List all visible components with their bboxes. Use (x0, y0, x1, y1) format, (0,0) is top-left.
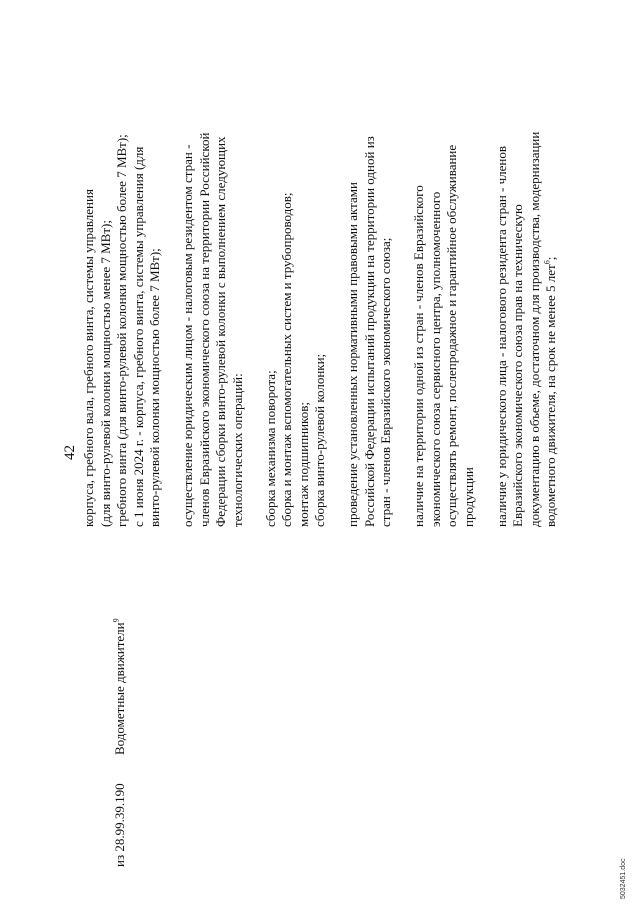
requirement-text: Евразийского экономического союза прав на техническую (510, 204, 525, 527)
requirement-text: винто-рулевой колонки мощностью более 7 МВт); (147, 248, 162, 527)
requirement-text: Федерации сборки винто-рулевой колонки с выполнением следующих (213, 136, 228, 527)
requirement-line (378, 7, 395, 527)
requirement-text: технологических операций: (229, 373, 245, 527)
requirement-text: Российской Федерации испытаний продукции на территории одной из (361, 136, 377, 527)
requirement-text: экономического союза сервисного центра, уполномоченного (427, 191, 443, 527)
requirement-text: стран - членов Евразийского экономического союза; (378, 237, 393, 527)
requirement-text: сборка механизма поворота; (262, 370, 278, 527)
requirement-text: осуществлять ремонт, послепродажное и гарантийное обслуживание (444, 144, 459, 527)
requirement-block (345, 7, 395, 527)
requirement-line (98, 7, 115, 527)
requirement-line (345, 7, 362, 527)
product-name-text: Водометные движители (112, 622, 127, 755)
requirement-text: наличие у юридического лица - налогового резидента стран - членов (493, 145, 509, 527)
requirement-block (494, 7, 560, 527)
requirement-line (213, 7, 230, 527)
requirement-line (296, 7, 313, 527)
footnote-marker: 6 (542, 260, 552, 265)
product-code: из 28.99.39.190 (112, 783, 127, 867)
requirement-text: членов Евразийского экономического союза на территории Российской (196, 132, 212, 527)
requirement-block (263, 7, 329, 527)
footnote-marker: 9 (111, 618, 121, 623)
requirement-text: проведение установленных нормативными правовыми актами (345, 182, 360, 527)
requirements-column (81, 7, 576, 527)
requirement-line (428, 7, 445, 527)
requirement-text: осуществление юридическим лицом - налоговым резидентом стран - (180, 144, 195, 527)
requirement-text-tail: ; (543, 256, 558, 261)
requirement-block (411, 7, 477, 527)
requirement-line (510, 7, 527, 527)
document-id: 5032451.doc (620, 858, 627, 899)
requirement-text: документацию в объеме, достаточном для производства, модернизации (526, 131, 542, 527)
requirement-line (411, 7, 428, 527)
page-number: 42 (62, 445, 78, 460)
requirement-line (180, 7, 197, 527)
requirement-text: водометного движителя, на срок не менее 5 лет (543, 264, 558, 527)
requirement-line (527, 7, 544, 527)
requirement-text: гребного винта (для винто-рулевой колонки мощностью более 7 МВт); (114, 134, 129, 527)
requirement-block (81, 7, 164, 527)
requirement-text: сборка и монтаж вспомогательных систем и трубопроводов; (279, 192, 294, 527)
requirement-line (494, 7, 511, 527)
product-name (112, 618, 128, 755)
requirement-text: наличие на территории одной из стран - членов Евразийского (411, 185, 426, 527)
requirement-line (197, 7, 214, 527)
requirement-line (461, 7, 478, 527)
requirement-line (362, 7, 379, 527)
requirement-line (444, 7, 461, 527)
requirement-text: продукции (460, 467, 476, 527)
requirement-line (81, 7, 98, 527)
requirement-line (543, 7, 560, 527)
requirement-line (263, 7, 280, 527)
requirement-text: монтаж подшипников; (295, 402, 311, 527)
requirement-text: сборка винто-рулевой колонки; (312, 353, 327, 527)
requirement-text: с 1 июня 2024 г. - корпуса, гребного винта, системы управления (для (130, 146, 146, 527)
requirement-line (131, 7, 148, 527)
requirement-text: (для винто-рулевой колонки мощностью менее 7 МВт); (97, 220, 113, 527)
requirement-line (279, 7, 296, 527)
requirement-text: корпуса, гребного вала, гребного винта, системы управления (81, 189, 96, 527)
requirement-line (230, 7, 247, 527)
requirement-line (147, 7, 164, 527)
requirement-block (180, 7, 246, 527)
requirement-line (114, 7, 131, 527)
requirement-line (312, 7, 329, 527)
